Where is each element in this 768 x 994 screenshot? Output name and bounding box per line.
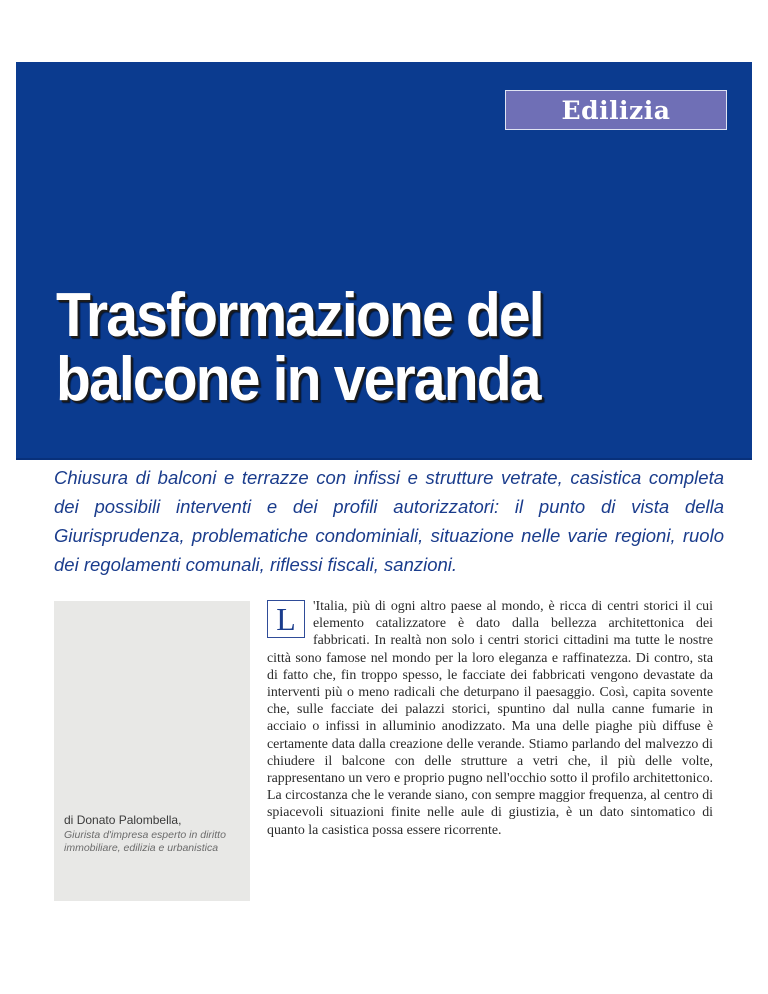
section-label: Edilizia — [561, 95, 671, 125]
article-text: 'Italia, più di ogni altro paese al mondo, è ricca di centri storici il cui elemento catalizzatore è dato dalla bellezza architettonica dei fabbricati. In realtà non solo i centri storici cittadini ma tutte le nostre città sono famose nel mondo per la loro eleganza e raffinatezza. Di contro, sta di fatto che, fin troppo spesso, le facciate dei fabbricati vengono devastate da interventi più o meno radicali che deturpano il paesaggio. Così, capita sovente che, sulle facciate dei palazzi storici, spuntino dal nulla canne fumarie in acciaio o infissi in alluminio anodizzato. Ma una delle piaghe più diffuse è certamente data dalla creazione delle verande. Stiamo parlando del malvezzo di chiudere il balcone con delle strutture a vetri che, il più delle volte, rappresentano un vero e proprio pugno nell'occhio sotto il profilo architettonico. La circostanza che le verande siano, con sempre maggior frequenza, al centro di spiacevoli situazioni finite nelle aule di giustizia, è un dato sintomatico di quanto la casistica possa essere ricorrente. — [267, 599, 713, 838]
author-name: Donato Palombella, — [76, 813, 182, 827]
author-byline — [64, 813, 181, 827]
article-body — [267, 598, 713, 839]
article-title — [56, 281, 682, 414]
section-tag — [505, 90, 727, 130]
drop-cap: L — [267, 600, 305, 638]
header-panel — [16, 62, 752, 458]
title-line-1: Trasformazione del — [56, 281, 543, 350]
article-subtitle: Chiusura di balconi e terrazze con infissi e strutture vetrate, casistica completa dei possibili interventi e dei profili autorizzatori: il punto di vista della Giurisprudenza, problematiche condominiali, situazione nelle varie regioni, ruolo dei regolamenti comunali, riflessi fiscali, sanzioni. — [54, 467, 724, 575]
author-prefix: di — [64, 813, 74, 827]
author-role: Giurista d'impresa esperto in diritto immobiliare, edilizia e urbanistica — [64, 829, 226, 854]
author-box — [54, 601, 250, 901]
title-line-2: balcone in veranda — [56, 345, 540, 414]
